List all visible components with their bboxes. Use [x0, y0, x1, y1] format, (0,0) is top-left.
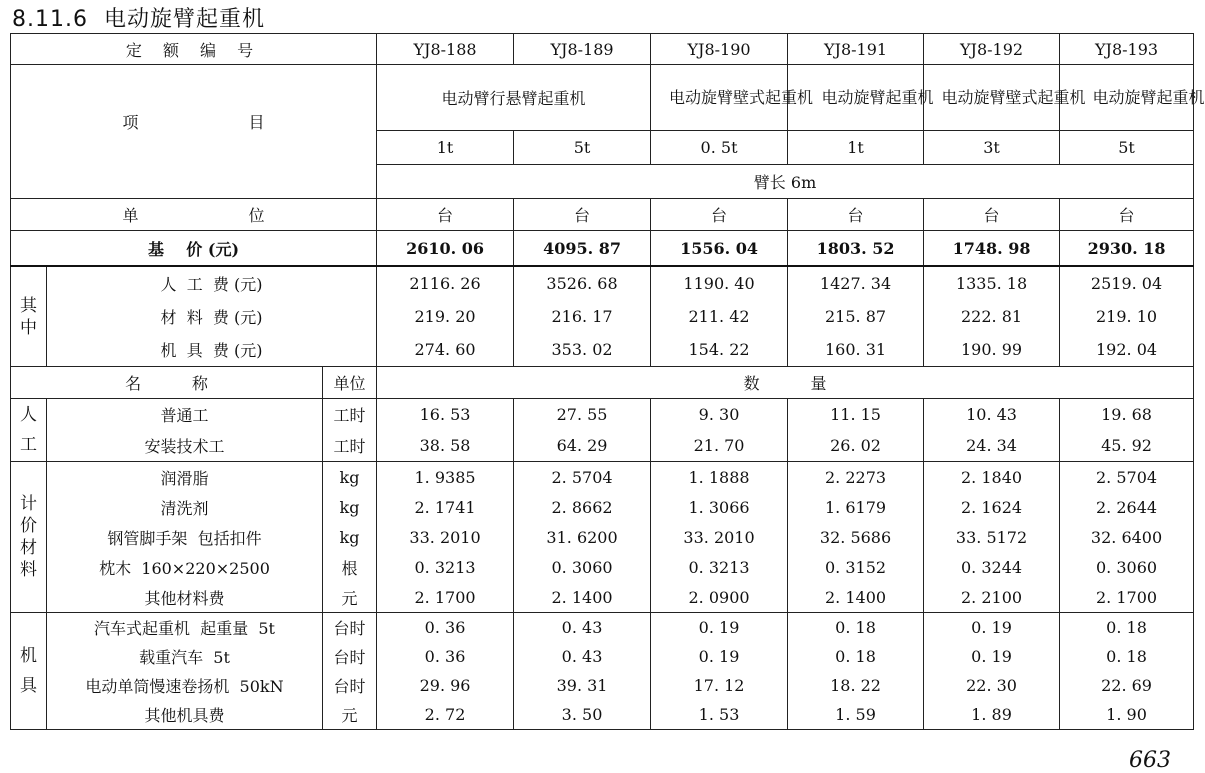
quantity-cell: 2. 1700 [377, 582, 514, 613]
section-title [12, 2, 265, 33]
unit-cell: 台 [377, 199, 514, 231]
arm-length: 臂长 6m [377, 165, 1194, 199]
quantity-cell: 0. 18 [1060, 613, 1194, 643]
quantity-cell: 2. 72 [377, 700, 514, 730]
quantity-cell: 0. 36 [377, 642, 514, 671]
resource-name: 普通工 [47, 399, 323, 431]
resource-name: 载重汽车 5t [47, 642, 323, 671]
quantity-cell: 1. 3066 [651, 492, 788, 522]
quantity-header: 数 量 [377, 367, 1194, 399]
quantity-cell: 2. 1624 [924, 492, 1060, 522]
quantity-cell: 0. 36 [377, 613, 514, 643]
cost-cell: 3526. 68 [514, 266, 651, 300]
quantity-cell: 0. 18 [788, 642, 924, 671]
cost-cell: 222. 81 [924, 300, 1060, 333]
quantity-cell: 0. 3060 [1060, 552, 1194, 582]
quantity-cell: 2. 2100 [924, 582, 1060, 613]
quantity-cell: 0. 19 [924, 613, 1060, 643]
resource-unit: 工时 [323, 430, 377, 462]
quantity-cell: 1. 89 [924, 700, 1060, 730]
name-row [11, 65, 1194, 131]
quantity-cell: 2. 5704 [1060, 462, 1194, 493]
machinery-group-label: 机具 [11, 613, 47, 730]
base-price-cell: 1803. 52 [788, 231, 924, 267]
base-price-cell: 2610. 06 [377, 231, 514, 267]
quantity-cell: 2. 1840 [924, 462, 1060, 493]
quantity-cell: 2. 5704 [514, 462, 651, 493]
material-group-label: 计价材料 [11, 462, 47, 613]
cost-label: 人 工 费 (元) [47, 266, 377, 300]
resource-name: 枕木 160×220×2500 [47, 552, 323, 582]
quantity-cell: 16. 53 [377, 399, 514, 431]
quantity-cell: 2. 2273 [788, 462, 924, 493]
quantity-cell: 18. 22 [788, 671, 924, 700]
cost-cell: 215. 87 [788, 300, 924, 333]
quantity-cell: 0. 18 [788, 613, 924, 643]
quantity-cell: 0. 19 [924, 642, 1060, 671]
quantity-cell: 0. 19 [651, 642, 788, 671]
quantity-cell: 0. 19 [651, 613, 788, 643]
model-name: 电动旋臂起重机 [788, 65, 924, 131]
resource-unit: kg [323, 462, 377, 493]
resource-name: 汽车式起重机 起重量 5t [47, 613, 323, 643]
quantity-cell: 33. 2010 [651, 522, 788, 552]
quantity-cell: 9. 30 [651, 399, 788, 431]
quantity-cell: 27. 55 [514, 399, 651, 431]
capacity-cell: 3t [924, 131, 1060, 165]
labor-row [11, 430, 1194, 462]
quantity-cell: 0. 43 [514, 642, 651, 671]
unit-cell: 台 [788, 199, 924, 231]
base-price-row [11, 231, 1194, 267]
cost-cell: 160. 31 [788, 333, 924, 367]
quantity-cell: 1. 90 [1060, 700, 1194, 730]
quantity-cell: 3. 50 [514, 700, 651, 730]
quantity-cell: 0. 3244 [924, 552, 1060, 582]
quantity-cell: 19. 68 [1060, 399, 1194, 431]
cost-label: 材 料 费 (元) [47, 300, 377, 333]
quantity-cell: 2. 1400 [514, 582, 651, 613]
cost-label: 机 具 费 (元) [47, 333, 377, 367]
quantity-cell: 17. 12 [651, 671, 788, 700]
capacity-cell: 1t [377, 131, 514, 165]
code-cell: YJ8-193 [1060, 34, 1194, 65]
resource-unit: 台时 [323, 642, 377, 671]
model-name: 电动旋臂壁式起重机 [651, 65, 788, 131]
code-cell: YJ8-192 [924, 34, 1060, 65]
quantity-cell: 11. 15 [788, 399, 924, 431]
page-number: 663 [1129, 748, 1171, 773]
resource-name: 钢管脚手架 包括扣件 [47, 522, 323, 552]
labor-row [11, 399, 1194, 431]
cost-cell: 1190. 40 [651, 266, 788, 300]
code-cell: YJ8-188 [377, 34, 514, 65]
model-name: 电动旋臂起重机 [1060, 65, 1194, 131]
resource-unit: kg [323, 492, 377, 522]
quantity-cell: 0. 3060 [514, 552, 651, 582]
cost-cell: 1427. 34 [788, 266, 924, 300]
name-header: 名 称 [11, 367, 323, 399]
cost-cell: 2519. 04 [1060, 266, 1194, 300]
quantity-cell: 2. 1400 [788, 582, 924, 613]
labor-group-label: 人工 [11, 399, 47, 462]
unit-cell: 台 [1060, 199, 1194, 231]
capacity-cell: 5t [514, 131, 651, 165]
resource-name: 电动单筒慢速卷扬机 50kN [47, 671, 323, 700]
section-title-text: 电动旋臂起重机 [103, 7, 265, 32]
cost-cell: 219. 20 [377, 300, 514, 333]
resource-name: 安装技术工 [47, 430, 323, 462]
cost-cell: 190. 99 [924, 333, 1060, 367]
code-cell: YJ8-190 [651, 34, 788, 65]
machinery-row [11, 642, 1194, 671]
quantity-cell: 31. 6200 [514, 522, 651, 552]
resource-unit: 台时 [323, 613, 377, 643]
capacity-cell: 1t [788, 131, 924, 165]
cost-cell: 2116. 26 [377, 266, 514, 300]
cost-row [11, 300, 1194, 333]
quantity-cell: 39. 31 [514, 671, 651, 700]
machinery-row [11, 671, 1194, 700]
capacity-cell: 5t [1060, 131, 1194, 165]
quantity-cell: 45. 92 [1060, 430, 1194, 462]
resource-name: 其他材料费 [47, 582, 323, 613]
quantity-cell: 1. 6179 [788, 492, 924, 522]
quantity-cell: 2. 1700 [1060, 582, 1194, 613]
quantity-cell: 0. 3213 [651, 552, 788, 582]
base-price-cell: 4095. 87 [514, 231, 651, 267]
unit-cell: 台 [651, 199, 788, 231]
unit-cell: 台 [514, 199, 651, 231]
quantity-cell: 32. 5686 [788, 522, 924, 552]
quantity-cell: 29. 96 [377, 671, 514, 700]
model-name: 电动旋臂壁式起重机 [924, 65, 1060, 131]
quantity-cell: 33. 5172 [924, 522, 1060, 552]
quantity-cell: 2. 8662 [514, 492, 651, 522]
quantity-cell: 26. 02 [788, 430, 924, 462]
quantity-cell: 22. 69 [1060, 671, 1194, 700]
cost-cell: 219. 10 [1060, 300, 1194, 333]
capacity-cell: 0. 5t [651, 131, 788, 165]
quota-table [10, 33, 1205, 730]
quantity-cell: 1. 59 [788, 700, 924, 730]
quantity-cell: 0. 3152 [788, 552, 924, 582]
quantity-cell: 22. 30 [924, 671, 1060, 700]
quantity-cell: 0. 43 [514, 613, 651, 643]
resource-name: 其他机具费 [47, 700, 323, 730]
quantity-cell: 1. 53 [651, 700, 788, 730]
machinery-row [11, 700, 1194, 730]
cost-cell: 1335. 18 [924, 266, 1060, 300]
resource-name: 清洗剂 [47, 492, 323, 522]
cost-cell: 154. 22 [651, 333, 788, 367]
cost-cell: 192. 04 [1060, 333, 1194, 367]
cost-cell: 353. 02 [514, 333, 651, 367]
unit-row [11, 199, 1194, 231]
code-label: 定 额 编 号 [11, 34, 377, 65]
material-row [11, 462, 1194, 493]
cost-row [11, 333, 1194, 367]
quantity-cell: 0. 18 [1060, 642, 1194, 671]
consumption-header-row [11, 367, 1194, 399]
resource-unit: 元 [323, 700, 377, 730]
code-cell: YJ8-191 [788, 34, 924, 65]
quantity-cell: 38. 58 [377, 430, 514, 462]
unit-header: 单位 [323, 367, 377, 399]
base-price-cell: 2930. 18 [1060, 231, 1194, 267]
unit-label: 单 位 [11, 199, 377, 231]
quantity-cell: 10. 43 [924, 399, 1060, 431]
quantity-cell: 0. 3213 [377, 552, 514, 582]
base-price-cell: 1748. 98 [924, 231, 1060, 267]
resource-name: 润滑脂 [47, 462, 323, 493]
cost-cell: 216. 17 [514, 300, 651, 333]
section-number: 8.11.6 [12, 7, 88, 32]
cost-cell: 211. 42 [651, 300, 788, 333]
quantity-cell: 2. 2644 [1060, 492, 1194, 522]
unit-cell: 台 [924, 199, 1060, 231]
base-price-cell: 1556. 04 [651, 231, 788, 267]
quantity-cell: 2. 0900 [651, 582, 788, 613]
resource-unit: 根 [323, 552, 377, 582]
quantity-cell: 32. 6400 [1060, 522, 1194, 552]
quantity-cell: 1. 1888 [651, 462, 788, 493]
item-label: 项 目 [11, 65, 377, 199]
quantity-cell: 2. 1741 [377, 492, 514, 522]
resource-unit: 台时 [323, 671, 377, 700]
code-cell: YJ8-189 [514, 34, 651, 65]
material-row [11, 552, 1194, 582]
cost-cell: 274. 60 [377, 333, 514, 367]
material-row [11, 492, 1194, 522]
base-price-label: 基 价 (元) [11, 231, 377, 267]
machinery-row [11, 613, 1194, 643]
model-name-span: 电动臂行悬臂起重机 [377, 65, 651, 131]
code-row [11, 34, 1194, 65]
quantity-cell: 64. 29 [514, 430, 651, 462]
cost-group-label: 其中 [11, 266, 47, 367]
material-row [11, 582, 1194, 613]
quantity-cell: 21. 70 [651, 430, 788, 462]
cost-row [11, 266, 1194, 300]
quantity-cell: 33. 2010 [377, 522, 514, 552]
resource-unit: 元 [323, 582, 377, 613]
material-row [11, 522, 1194, 552]
resource-unit: 工时 [323, 399, 377, 431]
resource-unit: kg [323, 522, 377, 552]
quantity-cell: 1. 9385 [377, 462, 514, 493]
quantity-cell: 24. 34 [924, 430, 1060, 462]
